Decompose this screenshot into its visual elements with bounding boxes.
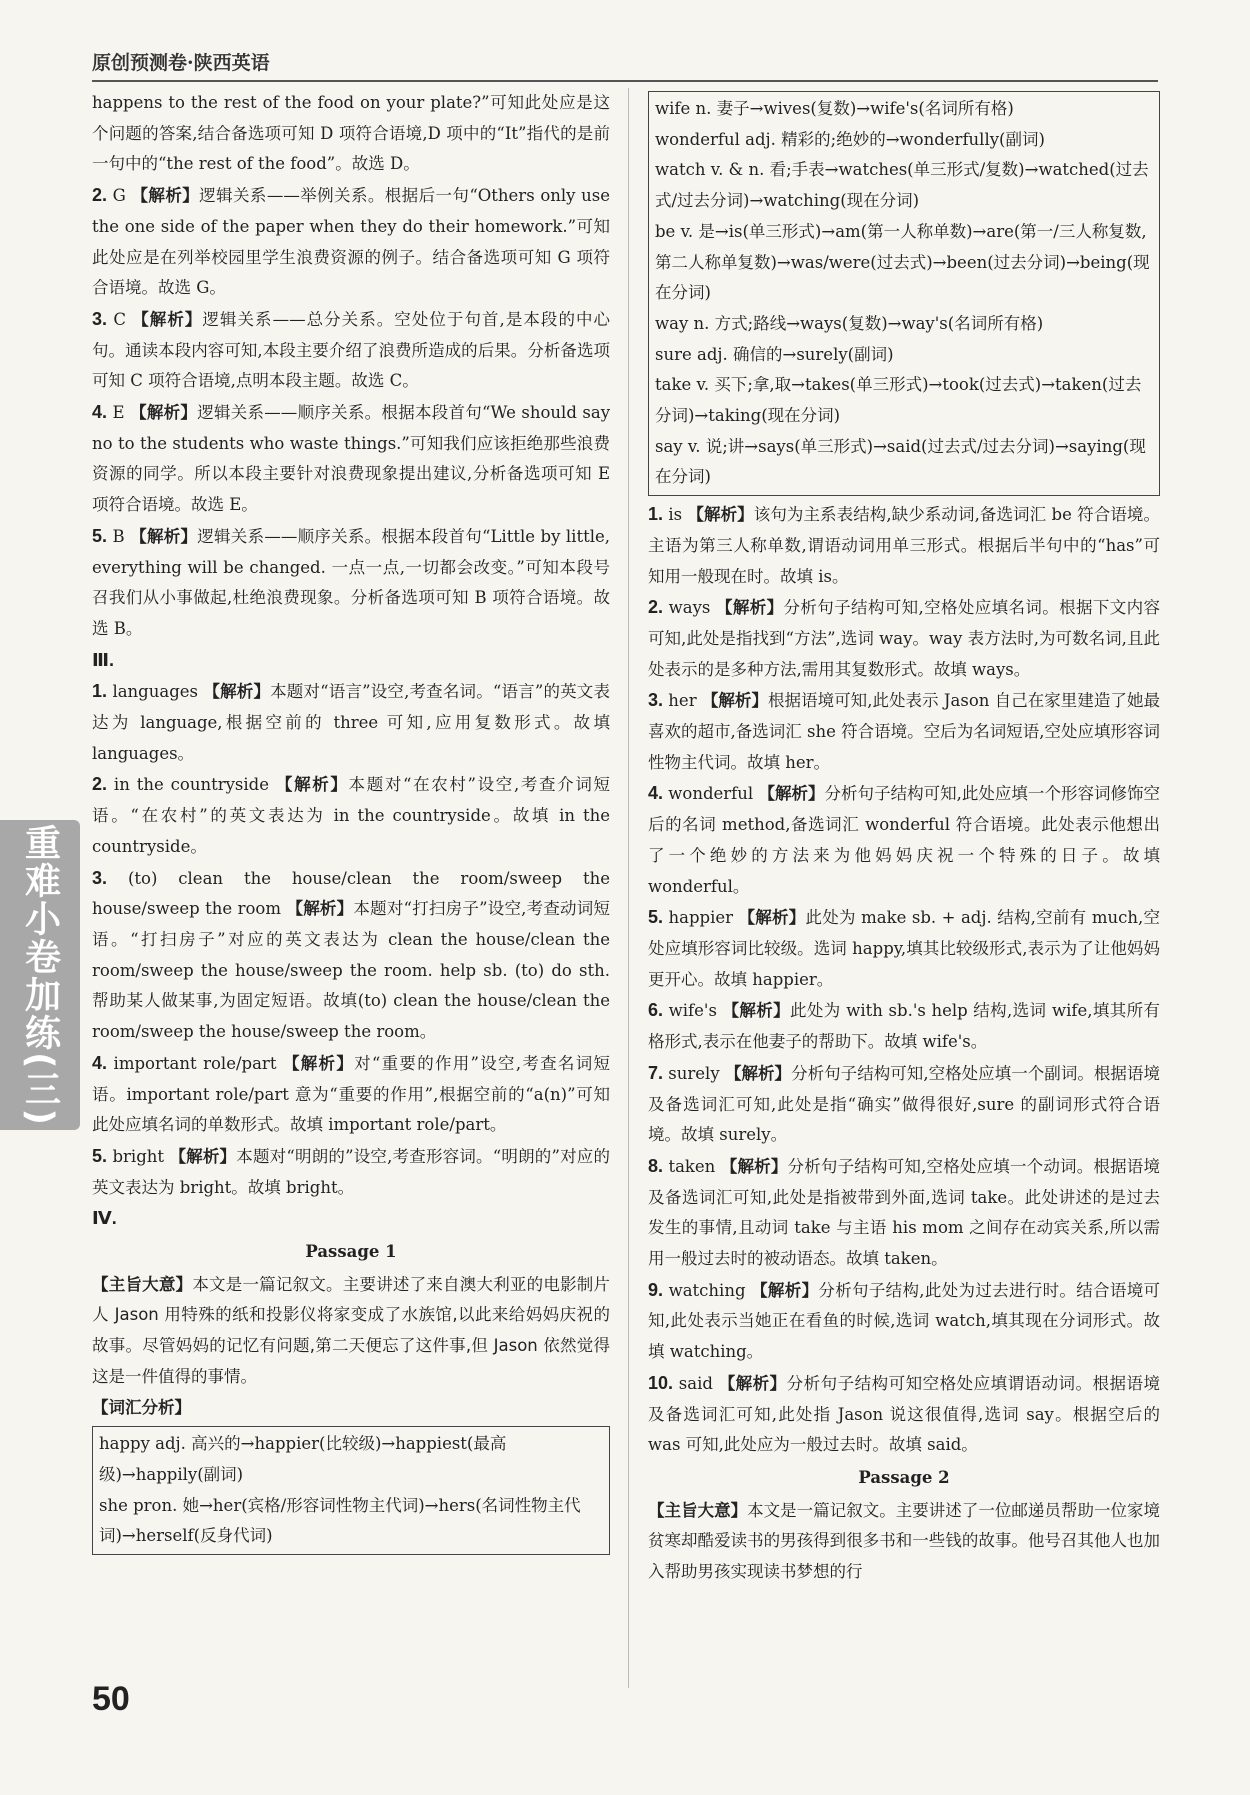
vocab-line: sure adj. 确信的→surely(副词)	[655, 344, 894, 364]
vocab-heading: 【词汇分析】	[92, 1397, 191, 1417]
answer-item: 2. G 【解析】逻辑关系——举例关系。根据后一句“Others only use the one side of the paper when they do their homework.”可知此处应是在列举校园里学生浪费资源的例子。结合备选项可知 G 项符合语境。故选 G。	[92, 185, 610, 298]
side-tab-label: 重难小卷加练(三)	[19, 823, 61, 1127]
answer-item: 10. said 【解析】分析句子结构可知空格处应填谓语动词。根据语境及备选词汇可知,此处指 Jason 说这很值得,选词 say。根据空后的 was 可知,此处应为一般过去时。故填 said。	[648, 1372, 1161, 1455]
page-number: 50	[92, 1680, 130, 1718]
section3-header: Ⅲ.	[92, 649, 115, 670]
header-title: 原创预测卷·陕西英语	[92, 52, 270, 74]
vocab-line: she pron. 她→her(宾格/形容词性物主代词)→hers(名词性物主代词)→herself(反身代词)	[99, 1495, 581, 1546]
answer-item: 5. happier 【解析】此处为 make sb. + adj. 结构,空前有 much,空处应填形容词比较级。选词 happy,填其比较级形式,表示为了让他妈妈更开心。故填 happier。	[648, 907, 1160, 989]
answer-item: 1. languages 【解析】本题对“语言”设空,考查名词。“语言”的英文表达为 language,根据空前的 three 可知,应用复数形式。故填 languages。	[92, 681, 610, 763]
answer-item: 9. watching 【解析】分析句子结构,此处为过去进行时。结合语境可知,此处表示当她正在看鱼的时候,选词 watch,填其现在分词形式。故填 watching。	[648, 1279, 1161, 1362]
vocab-box-left	[92, 1426, 610, 1555]
answer-item: 3. her 【解析】根据语境可知,此处表示 Jason 自己在家里建造了她最喜欢的超市,备选词汇 she 符合语境。空后为名词短语,空处应填形容词性物主代词。故填 her。	[648, 690, 1160, 772]
column-divider	[628, 88, 629, 1688]
section4-header: Ⅳ.	[92, 1208, 117, 1229]
main-idea: 【主旨大意】本文是一篇记叙文。主要讲述了来自澳大利亚的电影制片人 Jason 用特殊的纸和投影仪将家变成了水族馆,以此来给妈妈庆祝的故事。尽管妈妈的记忆有问题,第二天便忘了这件事,但 Jason 依然觉得这是一件值得的事情。	[92, 1274, 611, 1386]
vocab-line: wonderful adj. 精彩的;绝妙的→wonderfully(副词)	[655, 129, 1045, 149]
main-idea-2: 【主旨大意】本文是一篇记叙文。主要讲述了一位邮递员帮助一位家境贫寒却酷爱读书的男孩得到很多书和一些钱的故事。他号召其他人也加入帮助男孩实现读书梦想的行	[648, 1500, 1161, 1582]
side-tab	[0, 820, 80, 1130]
answers-list	[648, 499, 1160, 1461]
answer-item: 2. ways 【解析】分析句子结构可知,空格处应填名词。根据下文内容可知,此处是指找到“方法”,选词 way。way 表方法时,为可数名词,且此处表示的是多种方法,需用其复数形式。故填 ways。	[648, 597, 1160, 679]
answer-item: 4. important role/part 【解析】对“重要的作用”设空,考查名词短语。important role/part 意为“重要的作用”,根据空前的“a(n)”可知此处应填名词的单数形式。故填 important role/part。	[92, 1052, 610, 1135]
passage2-title: Passage 2	[858, 1467, 950, 1487]
lead-paragraph: happens to the rest of the food on your plate?”可知此处应是这个问题的答案,结合备选项可知 D 项符合语境,D 项中的“It”指代的是前一句中的“the rest of the food”。故选 D。	[92, 93, 610, 174]
answer-item: 4. E 【解析】逻辑关系——顺序关系。根据本段首句“We should say no to the students who waste things.”可知我们应该拒绝那些浪费资源的同学。所以本段主要针对浪费现象提出建议,分析备选项可知 E 项符合语境。故选 E。	[92, 402, 611, 515]
answer-item: 8. taken 【解析】分析句子结构可知,空格处应填一个动词。根据语境及备选词汇可知,此处是指被带到外面,选词 take。此处讲述的是过去发生的事情,且动词 take 与主语 his mom 之间存在动宾关系,所以需用一般过去时的被动语态。故填 taken。	[648, 1155, 1160, 1269]
header-divider	[92, 80, 1158, 82]
answer-item: 6. wife's 【解析】此处为 with sb.'s help 结构,选词 wife,填其所有格形式,表示在他妻子的帮助下。故填 wife's。	[648, 1000, 1161, 1052]
answer-item: 7. surely 【解析】分析句子结构可知,空格处应填一个副词。根据语境及备选词汇可知,此处是指“确实”做得很好,sure 的副词形式符合语境。故填 surely。	[648, 1062, 1160, 1145]
vocab-box-right	[648, 91, 1160, 496]
right-column	[648, 88, 1160, 1588]
vocab-line: take v. 买下;拿,取→takes(单三形式)→took(过去式)→taken(过去分词)→taking(现在分词)	[655, 375, 1142, 426]
vocab-line: watch v. & n. 看;手表→watches(单三形式/复数)→watched(过去式/过去分词)→watching(现在分词)	[655, 160, 1149, 211]
answer-item: 2. in the countryside 【解析】本题对“在农村”设空,考查介词短语。“在农村”的英文表达为 in the countryside。故填 in the countryside。	[92, 774, 610, 856]
vocab-line: way n. 方式;路线→ways(复数)→way's(名词所有格)	[655, 313, 1044, 333]
section3-list	[92, 676, 610, 1203]
section2-list	[92, 180, 610, 645]
answer-item: 3. C 【解析】逻辑关系——总分关系。空处位于句首,是本段的中心句。通读本段内容可知,本段主要介绍了浪费所造成的后果。分析备选项可知 C 项符合语境,点明本段主题。故选 C。	[92, 308, 611, 391]
passage1-title: Passage 1	[305, 1242, 397, 1262]
vocab-line: say v. 说;讲→says(单三形式)→said(过去式/过去分词)→saying(现在分词)	[655, 436, 1146, 487]
answer-item: 5. bright 【解析】本题对“明朗的”设空,考查形容词。“明朗的”对应的英文表达为 bright。故填 bright。	[92, 1145, 611, 1197]
answer-item: 3. (to) clean the house/clean the room/sweep the house/sweep the room 【解析】本题对“打扫房子”设空,考查动词短语。“打扫房子”对应的英文表达为 clean the house/clean the room/sweep the house/sweep the room. help sb. (to) do sth. 帮助某人做某事,为固定短语。故填(to) clean the house/clean the room/sweep the house/sweep the room。	[92, 867, 611, 1042]
answer-item: 1. is 【解析】该句为主系表结构,缺少系动词,备选词汇 be 符合语境。主语为第三人称单数,谓语动词用单三形式。根据后半句中的“has”可知用一般现在时。故填 is。	[648, 504, 1160, 586]
answer-item: 4. wonderful 【解析】分析句子结构可知,此处应填一个形容词修饰空后的名词 method,备选词汇 wonderful 符合语境。此处表示他想出了一个绝妙的方法来为他妈妈庆祝一个特殊的日子。故填 wonderful。	[648, 783, 1161, 896]
vocab-line: wife n. 妻子→wives(复数)→wife's(名词所有格)	[655, 99, 1014, 118]
left-column	[92, 88, 610, 1558]
vocab-line: be v. 是→is(单三形式)→am(第一人称单数)→are(第一/三人称复数,第二人称单复数)→was/were(过去式)→been(过去分词)→being(现在分词)	[655, 221, 1150, 303]
answer-item: 5. B 【解析】逻辑关系——顺序关系。根据本段首句“Little by little, everything will be changed. 一点一点,一切都会改变。”可知本段号召我们从小事做起,杜绝浪费现象。分析备选项可知 B 项符合语境。故选 B。	[92, 525, 611, 638]
vocab-line: happy adj. 高兴的→happier(比较级)→happiest(最高级)→happily(副词)	[99, 1434, 507, 1484]
